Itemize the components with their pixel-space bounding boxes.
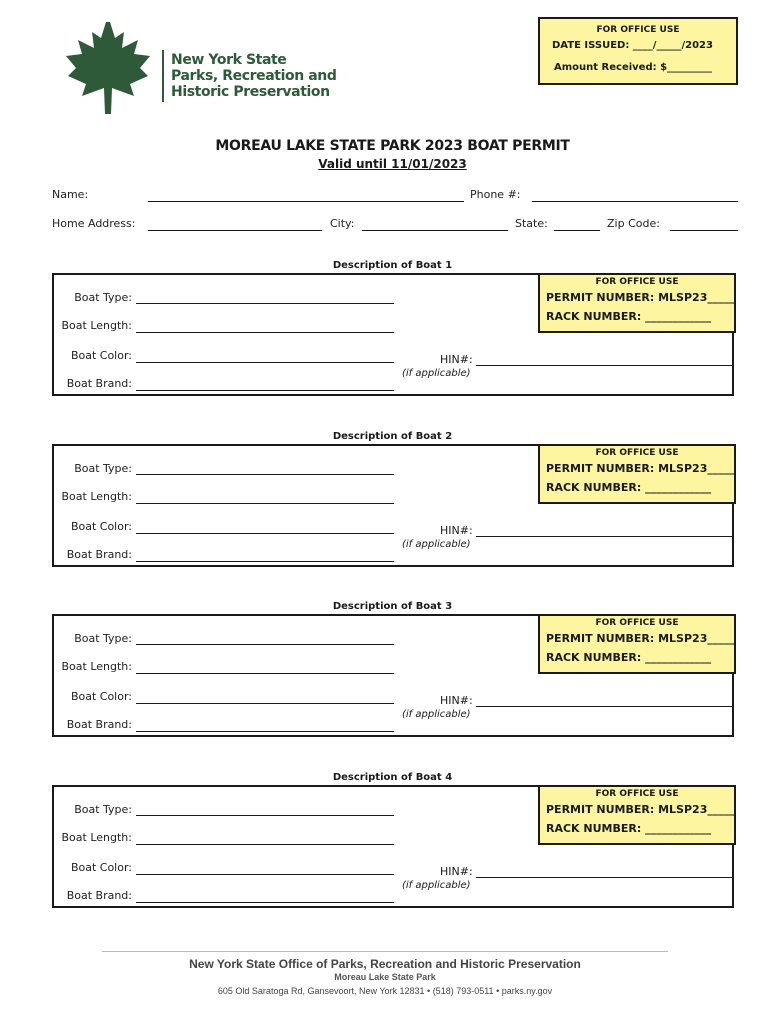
office-use-box-top [538,17,738,85]
name-label: Name: [52,188,89,201]
hin-note: (if applicable) [402,539,471,550]
boat-1-heading: Description of Boat 1 [332,260,453,271]
hin-field[interactable] [476,536,734,537]
boat-3-section [52,614,734,737]
boat-length-label: Boat Length: [61,831,132,844]
boat-type-field[interactable] [136,303,394,304]
boat-4-section [52,785,734,908]
rack-number-field[interactable]: RACK NUMBER: ____________ [546,310,712,323]
boat-brand-field[interactable] [136,561,394,562]
hin-note: (if applicable) [402,709,471,720]
boat-color-label: Boat Color: [70,349,132,362]
boat-4-heading: Description of Boat 4 [332,772,453,783]
permit-number-field[interactable]: PERMIT NUMBER: MLSP23_____ [546,632,735,645]
permit-number-field[interactable]: PERMIT NUMBER: MLSP23_____ [546,291,735,304]
footer-park: Moreau Lake State Park [334,972,436,982]
boat-length-label: Boat Length: [61,660,132,673]
state-label: State: [515,217,548,230]
footer-address: 605 Old Saratoga Rd, Gansevoort, New York 12831 • (518) 793-0511 • parks.ny.gov [217,986,553,996]
boat-brand-label: Boat Brand: [66,889,132,902]
boat-color-field[interactable] [136,874,394,875]
permit-number-field[interactable]: PERMIT NUMBER: MLSP23_____ [546,462,735,475]
boat-length-field[interactable] [136,844,394,845]
phone-label: Phone #: [470,188,521,201]
state-field[interactable] [554,230,600,231]
office-use-title: FOR OFFICE USE [596,25,680,35]
hin-field[interactable] [476,706,734,707]
form-subtitle: Valid until 11/01/2023 [318,157,467,171]
boat-type-field[interactable] [136,474,394,475]
office-use-title: FOR OFFICE USE [595,618,679,628]
hin-label: HIN#: [440,353,473,366]
city-label: City: [330,217,355,230]
boat-3-heading: Description of Boat 3 [332,601,453,612]
boat-brand-label: Boat Brand: [66,548,132,561]
office-use-title: FOR OFFICE USE [595,448,679,458]
boat-type-field[interactable] [136,644,394,645]
boat-brand-field[interactable] [136,390,394,391]
logo-line-3: Historic Preservation [171,84,330,100]
boat-type-label: Boat Type: [74,291,132,304]
office-use-box [538,614,736,674]
boat-type-field[interactable] [136,815,394,816]
boat-length-field[interactable] [136,503,394,504]
boat-type-label: Boat Type: [74,803,132,816]
maple-leaf-icon [58,18,158,118]
zip-label: Zip Code: [607,217,660,230]
address-label: Home Address: [52,217,136,230]
boat-type-label: Boat Type: [74,632,132,645]
office-use-box [538,444,736,504]
boat-2-section [52,444,734,567]
logo-text [171,52,336,100]
footer-divider [102,951,668,952]
permit-number-field[interactable]: PERMIT NUMBER: MLSP23_____ [546,803,735,816]
hin-field[interactable] [476,365,734,366]
boat-length-label: Boat Length: [61,490,132,503]
office-use-title: FOR OFFICE USE [595,277,679,287]
hin-label: HIN#: [440,694,473,707]
office-use-title: FOR OFFICE USE [595,789,679,799]
boat-1-section [52,273,734,396]
rack-number-field[interactable]: RACK NUMBER: ____________ [546,651,712,664]
logo-line-1: New York State [171,52,287,68]
boat-type-label: Boat Type: [74,462,132,475]
phone-field[interactable] [532,201,738,202]
rack-number-field[interactable]: RACK NUMBER: ____________ [546,822,712,835]
hin-label: HIN#: [440,524,473,537]
zip-field[interactable] [670,230,738,231]
boat-length-field[interactable] [136,332,394,333]
boat-color-label: Boat Color: [70,690,132,703]
address-field[interactable] [148,230,322,231]
boat-brand-field[interactable] [136,731,394,732]
office-use-box [538,273,736,333]
hin-note: (if applicable) [402,880,471,891]
rack-number-field[interactable]: RACK NUMBER: ____________ [546,481,712,494]
boat-brand-label: Boat Brand: [66,377,132,390]
office-use-box [538,785,736,845]
boat-color-label: Boat Color: [70,520,132,533]
nys-parks-logo [58,18,348,118]
boat-color-field[interactable] [136,703,394,704]
hin-field[interactable] [476,877,734,878]
boat-brand-field[interactable] [136,902,394,903]
boat-color-label: Boat Color: [70,861,132,874]
boat-length-label: Boat Length: [61,319,132,332]
hin-note: (if applicable) [402,368,471,379]
boat-length-field[interactable] [136,673,394,674]
logo-divider [162,50,164,102]
date-issued-field[interactable]: DATE ISSUED: ____/_____/2023 [552,40,713,51]
logo-line-2: Parks, Recreation and [171,68,337,84]
name-field[interactable] [148,201,464,202]
city-field[interactable] [362,230,508,231]
amount-received-field[interactable]: Amount Received: $_________ [554,62,713,73]
boat-color-field[interactable] [136,362,394,363]
footer-org: New York State Office of Parks, Recreation and Historic Preservation [189,957,581,971]
boat-color-field[interactable] [136,533,394,534]
boat-2-heading: Description of Boat 2 [332,431,453,442]
form-title: MOREAU LAKE STATE PARK 2023 BOAT PERMIT [215,138,570,154]
boat-brand-label: Boat Brand: [66,718,132,731]
hin-label: HIN#: [440,865,473,878]
